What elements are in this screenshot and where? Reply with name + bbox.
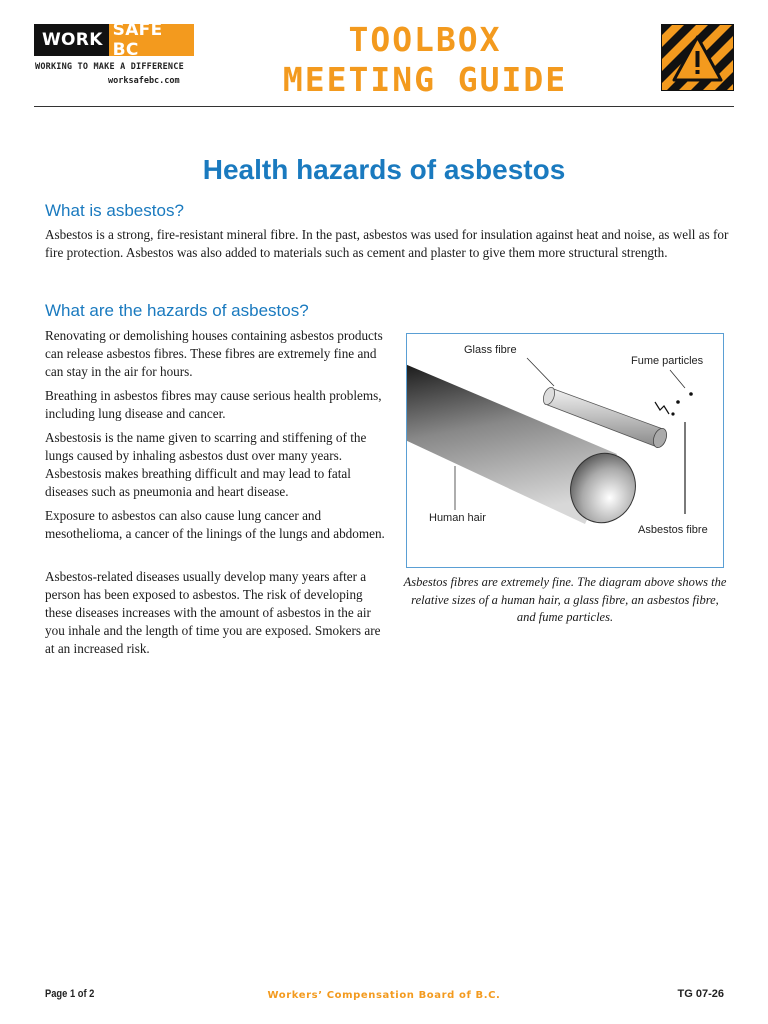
fibre-size-diagram bbox=[406, 333, 724, 568]
document-code: TG 07-26 bbox=[677, 988, 724, 1000]
paragraph-hazards-5: Asbestos-related diseases usually develop many years after a person has been exposed to asbestos. The risk of developing these diseases increases with the amount of asbestos in the air you inhale and the length of time you are exposed. Smokers are at an increased risk. bbox=[45, 569, 381, 656]
logo-website: worksafebc.com bbox=[108, 76, 180, 86]
page-number: Page 1 of 2 bbox=[45, 988, 95, 1000]
logo-safe-text: SAFE BC bbox=[112, 20, 163, 60]
glass-fibre-leader bbox=[527, 358, 554, 386]
guide-title-line2: MEETING GUIDE bbox=[282, 60, 568, 99]
guide-title bbox=[240, 20, 610, 100]
logo-work-text: WORK bbox=[34, 24, 109, 56]
label-glass-fibre: Glass fibre bbox=[464, 344, 517, 356]
paragraph-what-is: Asbestos is a strong, fire-resistant mineral fibre. In the past, asbestos was used for insulation against heat and noise, as well as for fire protection. Asbestos was also added to materials such as cement and plaster to give them more structural strength. bbox=[45, 227, 729, 260]
label-fume-particles: Fume particles bbox=[631, 355, 704, 367]
guide-title-line1: TOOLBOX bbox=[348, 20, 502, 59]
paragraph-hazards-3: Asbestosis is the name given to scarring and stiffening of the lungs caused by inhaling asbestos dust over many years. Asbestosis makes breathing difficult and may lead to fatal diseases such as pneumonia and heart disease. bbox=[45, 430, 367, 499]
logo-tagline: WORKING TO MAKE A DIFFERENCE bbox=[35, 62, 184, 72]
header-divider bbox=[34, 106, 734, 107]
section-heading-hazards: What are the hazards of asbestos? bbox=[45, 301, 309, 320]
label-human-hair: Human hair bbox=[429, 512, 486, 524]
page-title: Health hazards of asbestos bbox=[202, 154, 566, 185]
fume-particles bbox=[655, 393, 692, 415]
fume-particles-leader bbox=[670, 370, 685, 388]
hazard-warning-icon bbox=[661, 24, 734, 91]
label-asbestos-fibre: Asbestos fibre bbox=[638, 524, 708, 536]
paragraph-hazards-1: Renovating or demolishing houses containing asbestos products can release asbestos fibres. These fibres are extremely fine and can stay in the air for hours. bbox=[45, 328, 383, 379]
paragraph-hazards-4: Exposure to asbestos can also cause lung cancer and mesothelioma, a cancer of the linings of the lungs and abdomen. bbox=[45, 508, 385, 541]
footer-organization: Workers’ Compensation Board of B.C. bbox=[267, 990, 501, 1001]
figure-caption: Asbestos fibres are extremely fine. The diagram above shows the relative sizes of a human hair, a glass fibre, an asbestos fibre, and fume particles. bbox=[403, 575, 727, 624]
section-heading-what-is: What is asbestos? bbox=[45, 201, 184, 220]
paragraph-hazards-2: Breathing in asbestos fibres may cause serious health problems, including lung disease and cancer. bbox=[45, 388, 382, 421]
worksafebc-logo bbox=[34, 20, 194, 60]
